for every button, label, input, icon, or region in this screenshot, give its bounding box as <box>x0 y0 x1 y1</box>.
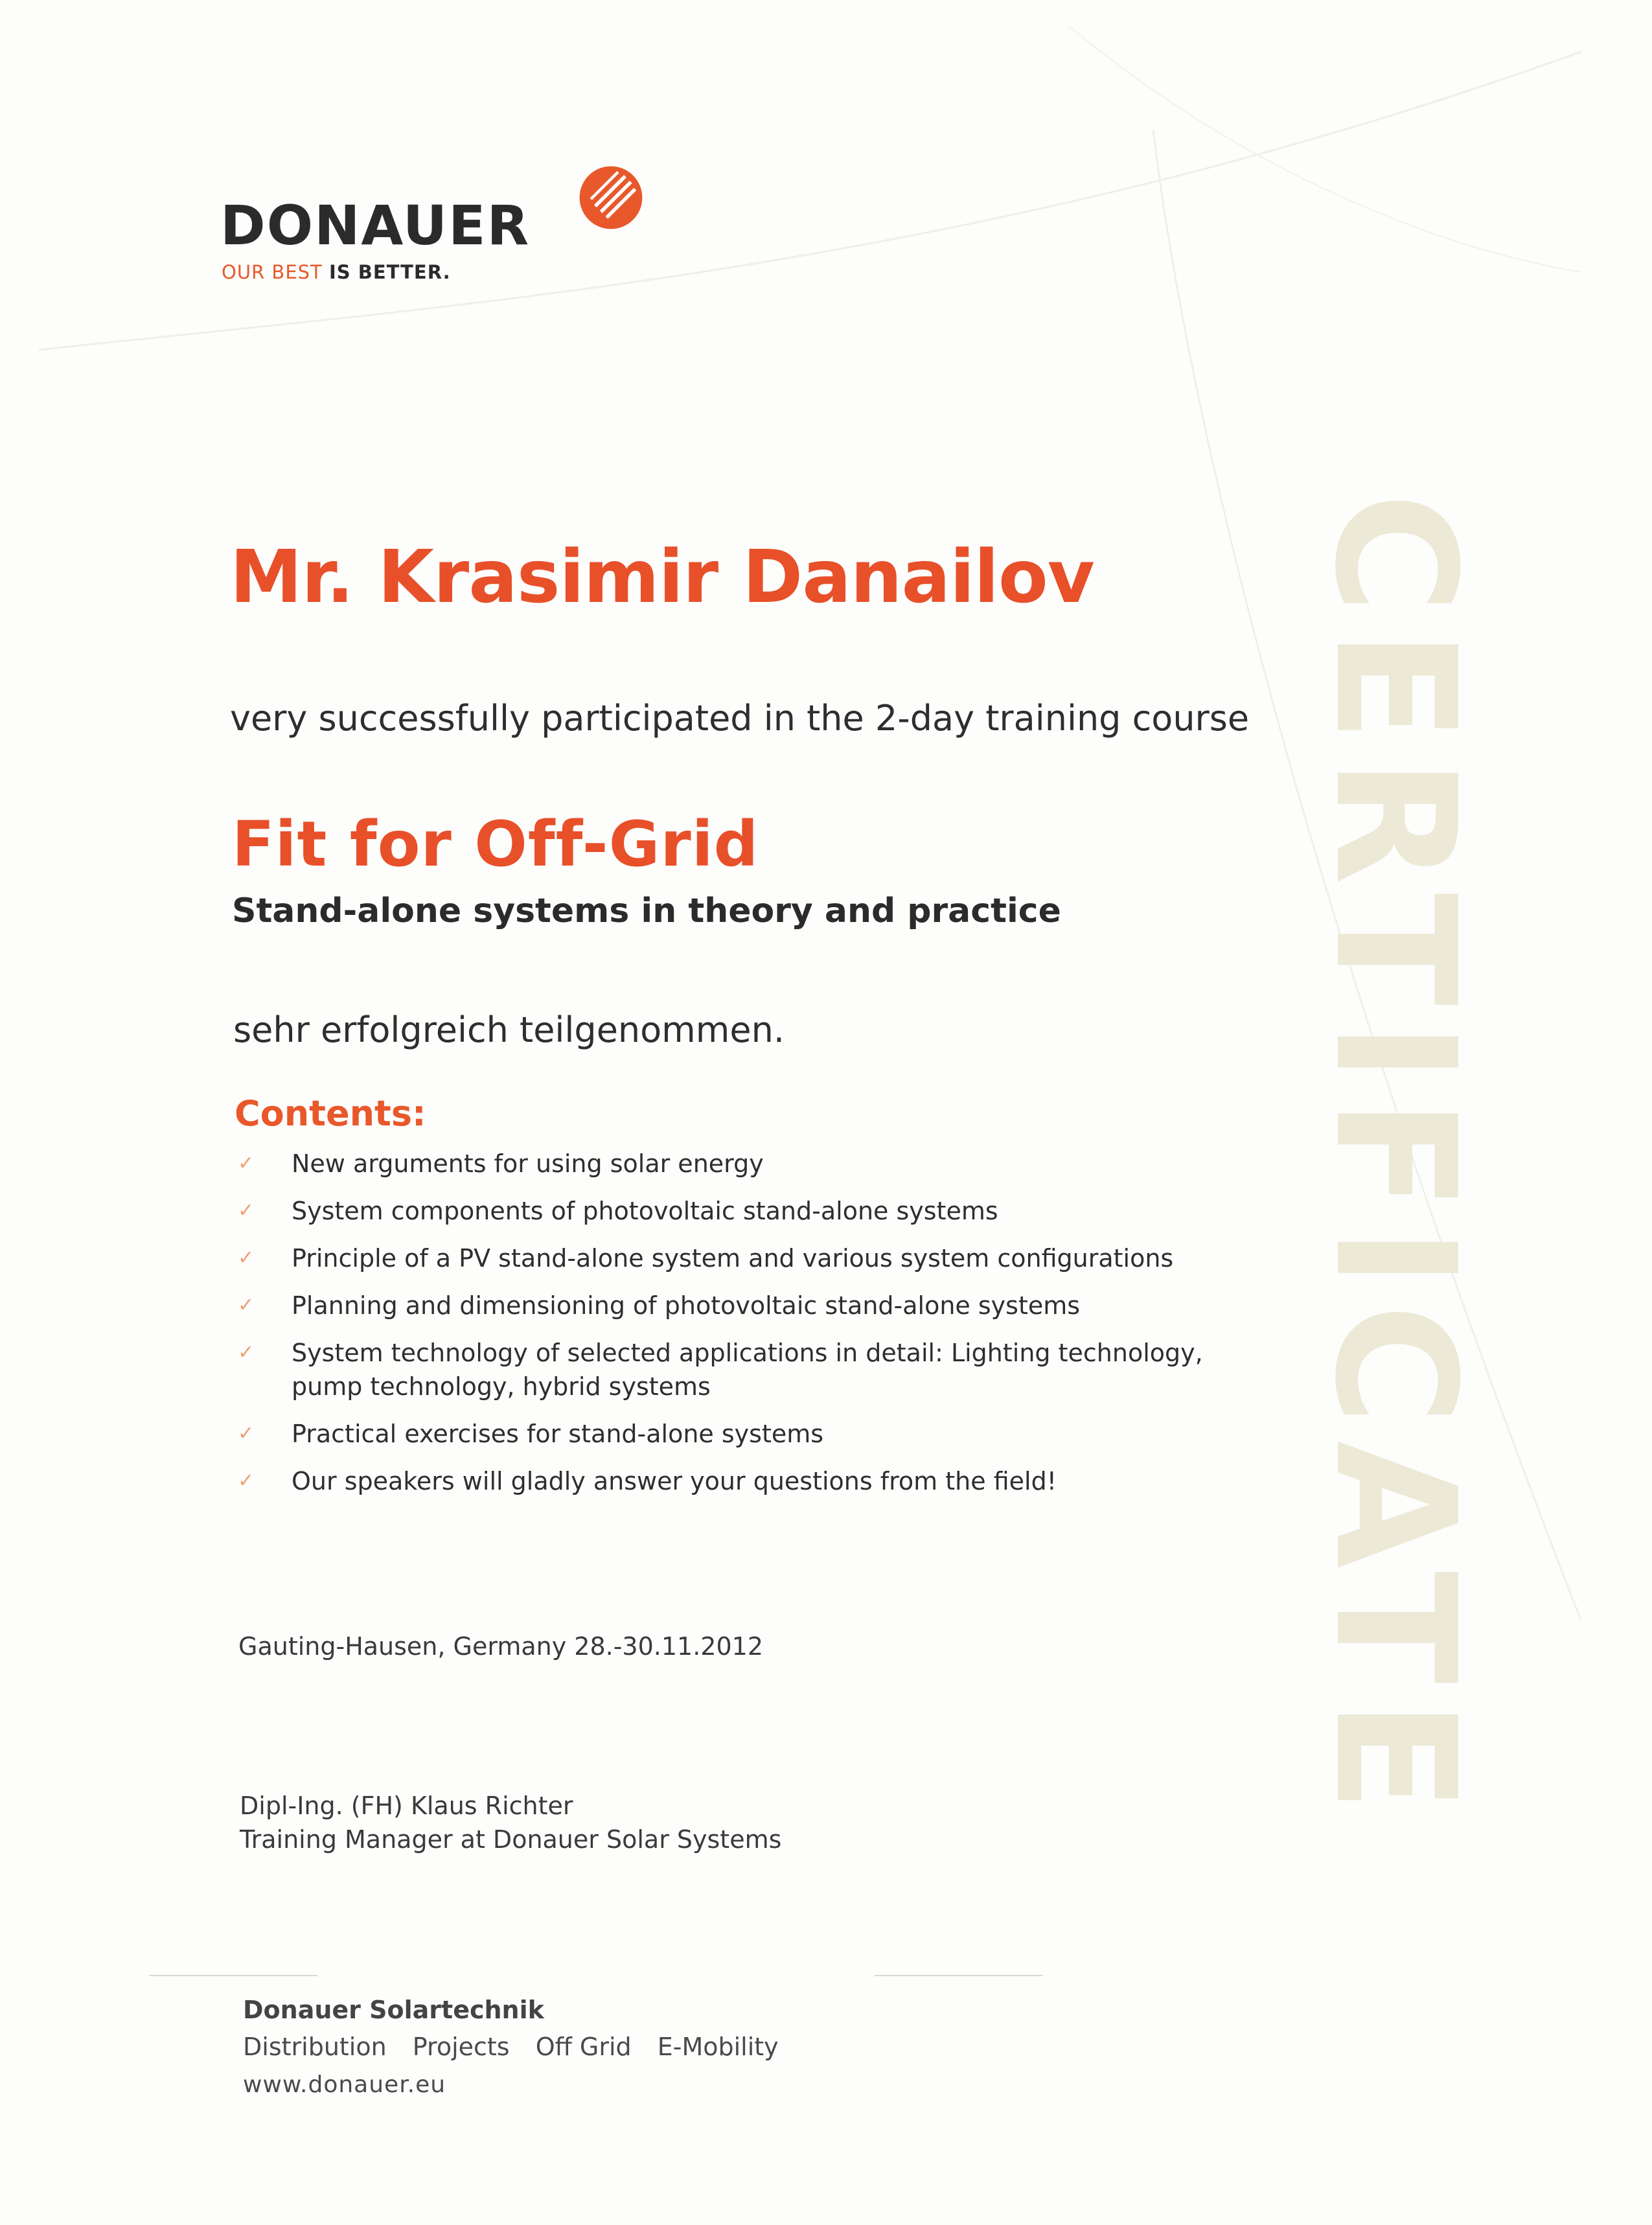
course-title: Fit for Off-Grid <box>232 808 759 881</box>
donauer-logo <box>220 162 674 292</box>
check-icon: ✓ <box>238 1247 255 1269</box>
footer-divider-left <box>149 1975 317 1976</box>
tagline-part-1: OUR BEST <box>222 261 323 283</box>
watermark-text: CERTIFICATE <box>1298 492 1491 1828</box>
recipient-name: Mr. Krasimir Danailov <box>230 535 1094 619</box>
logo-tagline <box>222 263 451 282</box>
list-item <box>235 1147 1206 1181</box>
check-icon: ✓ <box>238 1152 255 1175</box>
list-item <box>235 1289 1206 1322</box>
tagline-part-2: IS BETTER. <box>328 261 451 283</box>
certificate-watermark <box>1298 492 1535 1828</box>
footer-divider-right <box>875 1975 1043 1976</box>
participation-statement: very successfully participated in the 2-day training course <box>230 698 1250 739</box>
footer-division: Projects <box>412 2033 510 2061</box>
footer-division: Off Grid <box>535 2033 632 2061</box>
list-item <box>235 1194 1206 1228</box>
check-icon: ✓ <box>238 1294 255 1317</box>
footer-company: Donauer Solartechnik <box>243 1996 544 2024</box>
contents-heading: Contents: <box>235 1093 426 1134</box>
list-item-text: System technology of selected applications in detail: Lighting technology, pump technology, hybrid systems <box>292 1339 1203 1401</box>
list-item <box>235 1336 1206 1403</box>
list-item-text: Practical exercises for stand-alone systems <box>292 1420 824 1448</box>
footer-division: E-Mobility <box>657 2033 779 2061</box>
footer-divisions <box>243 2035 797 2059</box>
course-subtitle: Stand-alone systems in theory and practice <box>232 892 1061 930</box>
list-item <box>235 1241 1206 1275</box>
list-item-text: System components of photovoltaic stand-alone systems <box>292 1197 998 1225</box>
logo-wordmark: DONAUER <box>220 194 531 257</box>
signatory-title: Training Manager at Donauer Solar Systems <box>240 1825 782 1854</box>
contents-list <box>235 1147 1206 1512</box>
check-icon: ✓ <box>238 1470 255 1492</box>
place-and-date: Gauting-Hausen, Germany 28.-30.11.2012 <box>238 1632 764 1661</box>
german-statement: sehr erfolgreich teilgenommen. <box>233 1009 785 1050</box>
footer-website: www.donauer.eu <box>243 2071 446 2098</box>
check-icon: ✓ <box>238 1341 255 1364</box>
signatory-name: Dipl-Ing. (FH) Klaus Richter <box>240 1792 573 1820</box>
sun-icon <box>575 162 647 233</box>
list-item-text: Our speakers will gladly answer your questions from the field! <box>292 1467 1057 1495</box>
list-item-text: Planning and dimensioning of photovoltaic stand-alone systems <box>292 1291 1081 1320</box>
check-icon: ✓ <box>238 1422 255 1445</box>
check-icon: ✓ <box>238 1199 255 1222</box>
footer-division: Distribution <box>243 2033 387 2061</box>
list-item-text: New arguments for using solar energy <box>292 1149 764 1178</box>
list-item-text: Principle of a PV stand-alone system and various system configurations <box>292 1244 1174 1273</box>
list-item <box>235 1464 1206 1498</box>
list-item <box>235 1417 1206 1451</box>
